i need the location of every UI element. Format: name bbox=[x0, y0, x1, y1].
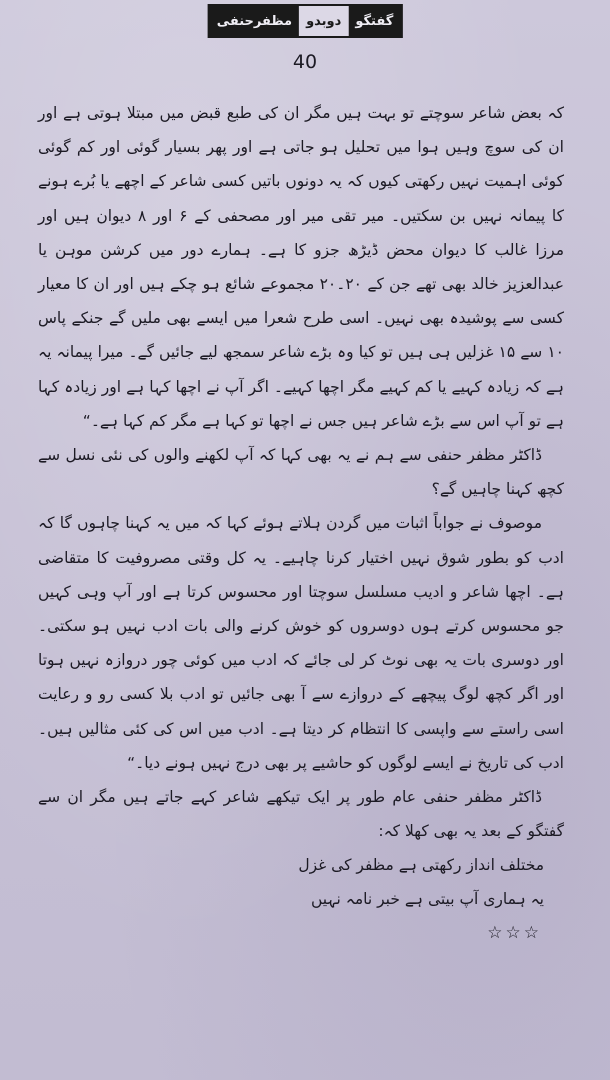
page-number: 40 bbox=[292, 51, 318, 73]
header-title-dobadu: دوبدو bbox=[299, 6, 348, 36]
header-author: مظفرحنفی bbox=[210, 6, 299, 36]
paragraph-4: ڈاکٹر مظفر حنفی عام طور پر ایک تیکھے شاعر کہے جاتے ہیں مگر ان سے گفتگو کے بعد یہ بھی کھلا کہ: bbox=[38, 788, 564, 841]
header-title-guftagu: گفتگو bbox=[348, 6, 400, 36]
paragraph-1: کہ بعض شاعر سوچتے تو بہت ہیں مگر ان کی طبع قبض میں مبتلا ہوتی ہے اور ان کی سوچ وہیں ہوا میں تحلیل ہو جاتی ہے اور پھر بسیار گوئی اور کم گوئی کوئی اہمیت نہیں رکھتی کیوں کہ یہ دونوں باتیں کسی شاعر کے اچھے یا بُرے ہونے کا پیمانہ نہیں بن سکتیں۔ میر تقی میر اور مصحفی کے ۶ اور ۸ دیوان ہیں اور مرزا غالب کا دیوان محض ڈیڑھ جزو کا ہے۔ ہمارے دور میں کرشن موہن یا عبدالعزیز خالد بھی تھے جن کے ۲۰۔۲۰ مجموعے شائع ہو چکے ہیں اور ان کا معیار کسی سے پوشیدہ بھی نہیں۔ اسی طرح شعرا میں ایسے بھی ملیں گے جنکے پاس ۱۰ سے ۱۵ غزلیں ہی ہیں تو کیا وہ بڑے شاعر سمجھ لیے جائیں گے۔ میرا پیمانہ یہ ہے کہ زیادہ کہیے یا کم کہیے مگر اچھا کہیے۔ اگر آپ نے اچھا کہا ہے اور زیادہ کہا ہے تو آپ اس سے بڑے شاعر ہیں جس نے اچھا تو کہا ہے مگر کم کہا ہے۔“ bbox=[38, 104, 564, 430]
paragraph-2: ڈاکٹر مظفر حنفی سے ہم نے یہ بھی کہا کہ آپ لکھنے والوں کی نئی نسل سے کچھ کہنا چاہیں گے؟ bbox=[38, 446, 564, 499]
section-end-stars: ☆☆☆ bbox=[487, 923, 542, 944]
body-text bbox=[38, 96, 564, 950]
paragraph-3: موصوف نے جواباً اثبات میں گردن ہلاتے ہوئے کہا کہ میں یہ کہنا چاہوں گا کہ ادب کو بطور شوق نہیں اختیار کرنا چاہیے۔ یہ کل وقتی مصروفیت کا متقاضی ہے۔ اچھا شاعر و ادیب مسلسل سوچتا اور محسوس کرتا ہے اور آپ وہی کہیں جو محسوس کرتے ہوں دوسروں کو خوش کرنے والی بات ادب نہیں ہو سکتی۔ اور دوسری بات یہ بھی نوٹ کر لی جائے کہ ادب میں کوئی چور دروازہ نہیں ہوتا اور اگر کچھ لوگ پیچھے کے دروازے سے آ بھی جائیں تو ادب بلا کسی رو و رعایت اسی راستے سے واپسی کا انتظام کر دیتا ہے۔ ادب میں اس کی کئی مثالیں ہیں۔ ادب کی تاریخ نے ایسے لوگوں کو حاشیے پر بھی درج نہیں ہونے دیا۔“ bbox=[38, 514, 564, 772]
running-header bbox=[208, 4, 403, 38]
verse-line-1: مختلف انداز رکھتی ہے مظفر کی غزل bbox=[298, 856, 544, 875]
verse-line-2: یہ ہماری آپ بیتی ہے خبر نامہ نہیں bbox=[310, 890, 544, 909]
